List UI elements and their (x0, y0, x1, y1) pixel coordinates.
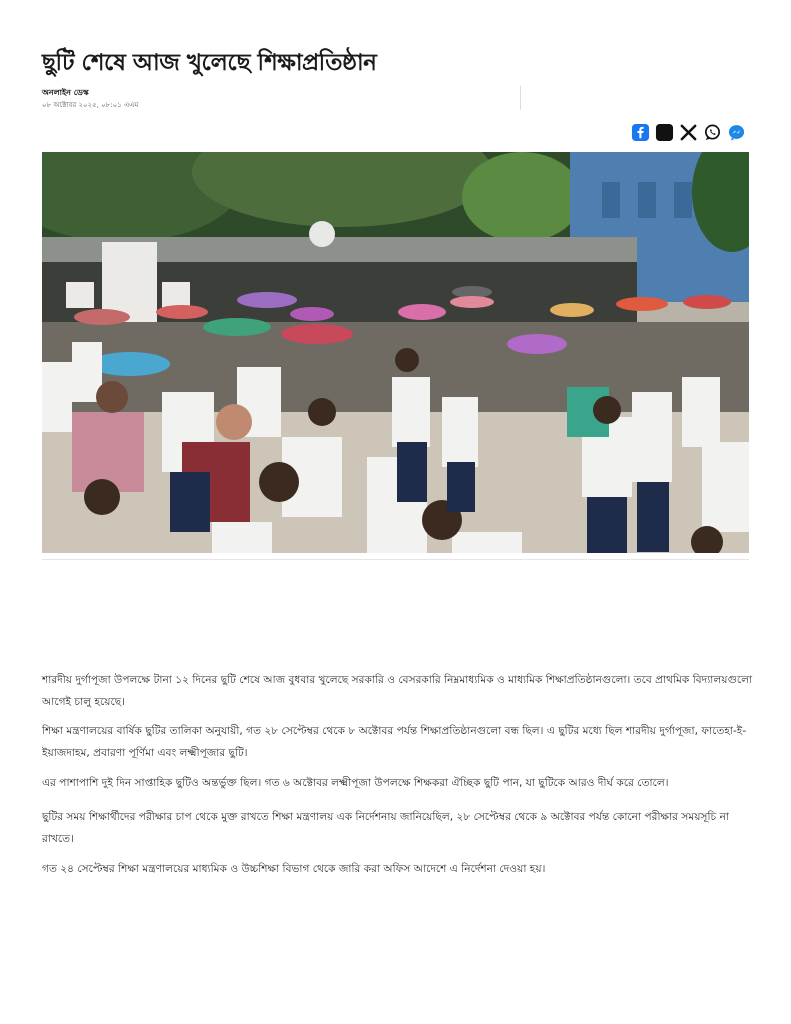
article-paragraph: শারদীয় দুর্গাপূজা উপলক্ষে টানা ১২ দিনের ছুটি শেষে আজ বুধবার খুলেছে সরকারি ও বেসরকারি নিম্নমাধ্যমিক ও মাধ্যমিক শিক্ষাপ্রতিষ্ঠানগুলো। তবে প্রাথমিক বিদ্যালয়গুলো আগেই চালু হয়েছে। (42, 674, 753, 708)
messenger-icon[interactable] (726, 122, 746, 142)
header-divider (520, 86, 521, 110)
article-headline: ছুটি শেষে আজ খুলেছে শিক্ষাপ্রতিষ্ঠান (42, 50, 377, 76)
article-paragraph: গত ২৪ সেপ্টেম্বর শিক্ষা মন্ত্রণালয়ের মাধ্যমিক ও উচ্চশিক্ষা বিভাগ থেকে জারি করা অফিস আদেশে এ নির্দেশনা দেওয়া হয়। (42, 863, 546, 875)
x-icon[interactable] (678, 122, 698, 142)
article-photo (42, 152, 749, 553)
share-bar (630, 122, 746, 142)
photo-divider (42, 559, 749, 560)
facebook-icon[interactable] (630, 122, 650, 142)
whatsapp-icon[interactable] (702, 122, 722, 142)
author-name[interactable]: অনলাইন ডেস্ক (42, 88, 89, 97)
publish-date: ০৮ অক্টোবর ২০২৫, ০৮:০১ এএম (42, 101, 139, 109)
article-paragraph: শিক্ষা মন্ত্রণালয়ের বার্ষিক ছুটির তালিকা অনুযায়ী, গত ২৮ সেপ্টেম্বর থেকে ৮ অক্টোবর পর্যন্ত শিক্ষাপ্রতিষ্ঠানগুলো বন্ধ ছিল। এ ছুটির মধ্যে ছিল শারদীয় দুর্গাপূজা, ফাতেহা-ই-ইয়াজদাহম, প্রবারণা পূর্ণিমা এবং লক্ষ্মীপূজার ছুটি। (42, 725, 747, 759)
article-paragraph: এর পাশাপাশি দুই দিন সাপ্তাহিক ছুটিও অন্তর্ভুক্ত ছিল। গত ৬ অক্টোবর লক্ষ্মীপূজা উপলক্ষে শিক্ষকরা ঐচ্ছিক ছুটি পান, যা ছুটিকে আরও দীর্ঘ করে তোলে। (42, 777, 669, 789)
article-paragraph: ছুটির সময় শিক্ষার্থীদের পরীক্ষার চাপ থেকে মুক্ত রাখতে শিক্ষা মন্ত্রণালয় এক নির্দেশনায় জানিয়েছিল, ২৮ সেপ্টেম্বর থেকে ৯ অক্টোবর পর্যন্ত কোনো পরীক্ষার সময়সূচি না রাখতে। (42, 811, 729, 845)
square-icon[interactable] (654, 122, 674, 142)
